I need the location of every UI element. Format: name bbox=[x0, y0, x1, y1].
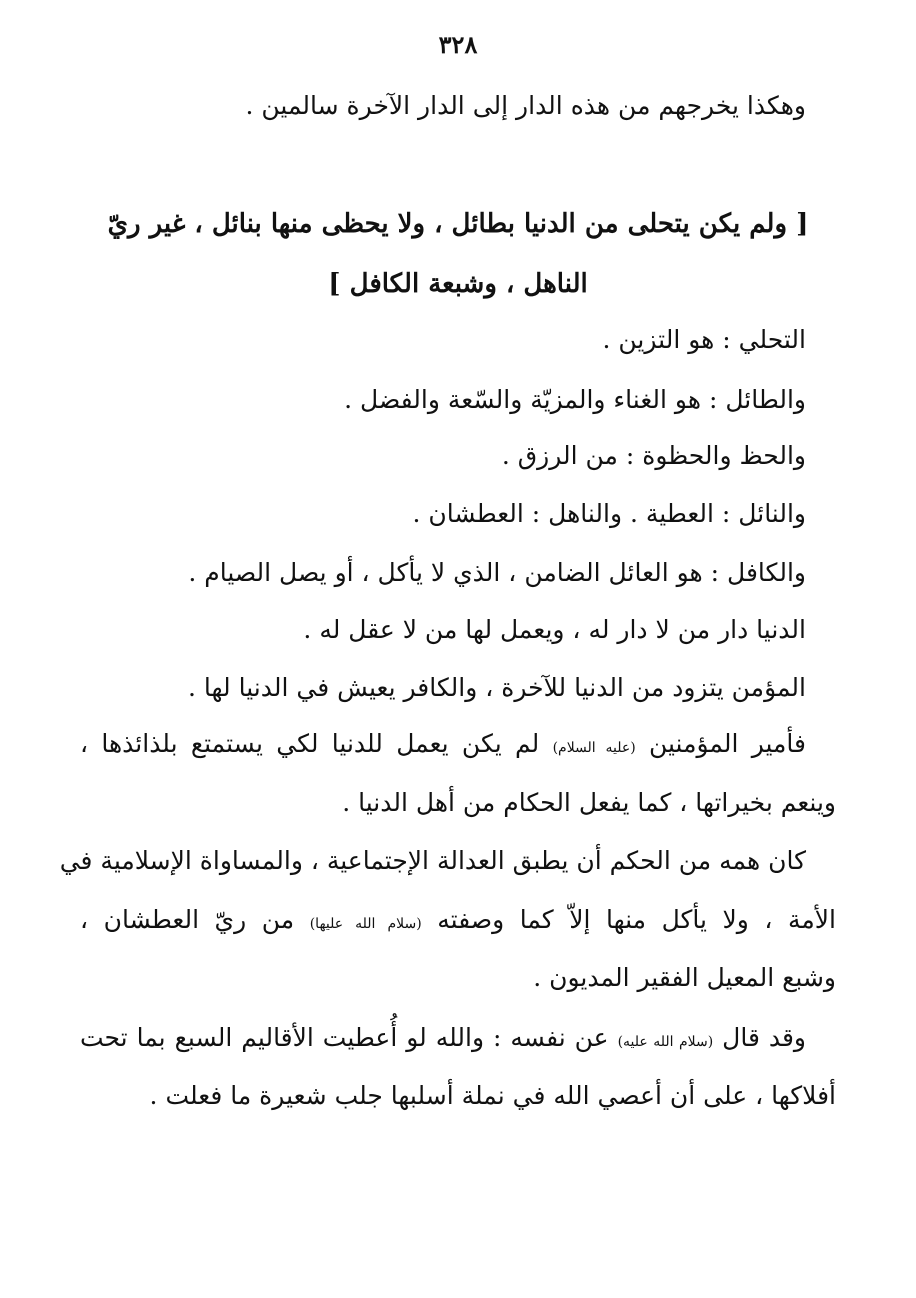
definition-line: الدنيا دار من لا دار له ، ويعمل لها من لا عقل له . bbox=[303, 615, 806, 644]
text-run: فأمير المؤمنين bbox=[648, 729, 806, 758]
text-run: من ريّ العطشان ، bbox=[80, 905, 295, 934]
paragraph-3-line-1 bbox=[80, 1018, 806, 1062]
paragraph-1-line-2: وينعم بخيراتها ، كما يفعل الحكام من أهل الدنيا . bbox=[342, 788, 836, 817]
honorific: (عليه السلام) bbox=[552, 740, 636, 756]
text-run: لم يكن يعمل للدنيا لكي يستمتع بلذائذها ، bbox=[80, 729, 540, 758]
page-number: ٣٢٨ bbox=[438, 30, 478, 59]
text-run: الأمة ، ولا يأكل منها إلاّ كما وصفته bbox=[437, 905, 836, 934]
definition-line: والكافل : هو العائل الضامن ، الذي لا يأكل ، أو يصل الصيام . bbox=[188, 558, 806, 587]
paragraph-2-line-2 bbox=[80, 900, 836, 944]
paragraph-2-line-3: وشبع المعيل الفقير المديون . bbox=[533, 963, 836, 992]
definition-line: المؤمن يتزود من الدنيا للآخرة ، والكافر يعيش في الدنيا لها . bbox=[188, 673, 806, 702]
paragraph-2-line-1: كان همه من الحكم أن يطبق العدالة الإجتماعية ، والمساواة الإسلامية في bbox=[59, 846, 806, 875]
honorific: (سلام الله عليها) bbox=[309, 916, 422, 932]
section-heading-line-1: [ ولم يكن يتحلى من الدنيا بطائل ، ولا يحظى منها بنائل ، غير ريّ bbox=[107, 209, 809, 239]
honorific: (سلام الله عليه) bbox=[617, 1034, 714, 1050]
definition-line: والحظ والحظوة : من الرزق . bbox=[501, 441, 806, 470]
text-run: وقد قال bbox=[722, 1023, 806, 1052]
paragraph-1-line-1 bbox=[80, 724, 806, 768]
definition-line: والطائل : هو الغناء والمزيّة والسّعة والفضل . bbox=[344, 385, 806, 414]
paragraph-3-line-2: أفلاكها ، على أن أعصي الله في نملة أسلبها جلب شعيرة ما فعلت . bbox=[149, 1081, 836, 1110]
definition-line: التحلي : هو التزين . bbox=[602, 325, 806, 354]
definition-line: والنائل : العطية . والناهل : العطشان . bbox=[412, 499, 806, 528]
text-run: عن نفسه : والله لو أُعطيت الأقاليم السبع بما تحت bbox=[80, 1023, 609, 1052]
section-heading-line-2: الناهل ، وشبعة الكافل ] bbox=[328, 269, 588, 299]
intro-line: وهكذا يخرجهم من هذه الدار إلى الدار الآخرة سالمين . bbox=[245, 91, 806, 120]
